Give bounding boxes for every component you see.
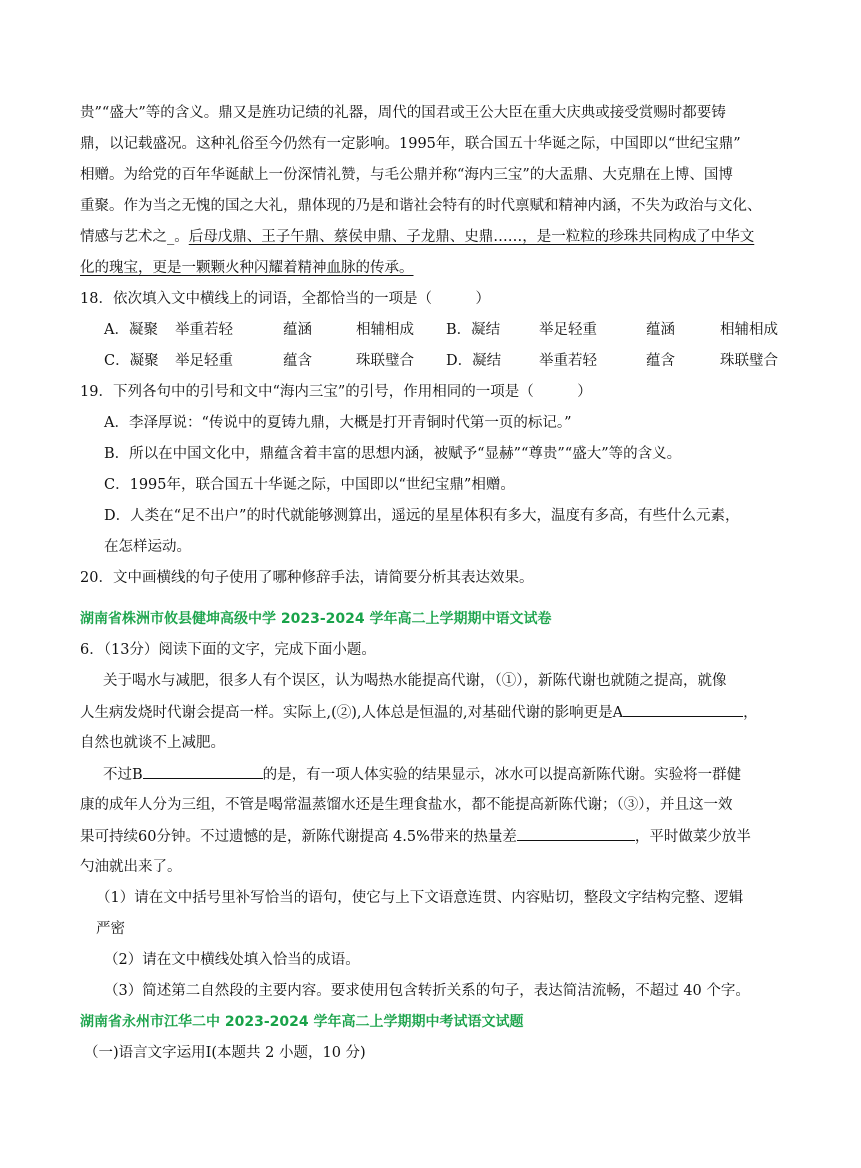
passage-line: 相赠。为给党的百年华诞献上一份深情礼赞，与毛公鼎并称“海内三宝”的大盂鼎、大克鼎在上博、国博	[80, 167, 733, 183]
passage-line: 重聚。作为当之无愧的国之大礼，鼎体现的乃是和谐社会特有的时代禀赋和精神内涵，不失为政治与文化、	[80, 198, 762, 214]
option-d: D．人类在“足不出户”的时代就能够测算出，遥远的星星体积有多大，温度有多高，有些什么元素，	[104, 508, 740, 524]
paragraph-line	[80, 826, 751, 847]
passage-line: 贵”“盛大”等的含义。鼎又是旌功记绩的礼器，周代的国君或王公大臣在重大庆典或接受赏赐时都要铸	[80, 105, 726, 121]
option-d-word2: 举重若轻	[539, 353, 597, 369]
option-c-word3: 蕴含	[283, 353, 312, 369]
sub-question-3: （3）简述第二自然段的主要内容。要求使用包含转折关系的句子，表达简洁流畅，不超过 40 个字。	[104, 983, 750, 999]
paragraph-line: 自然也就谈不上减肥。	[80, 735, 225, 751]
sub-question-1-cont: 严密	[96, 921, 125, 937]
option-b-word2: 举足轻重	[539, 322, 597, 338]
passage-text: 情感与艺术之	[80, 229, 167, 245]
question-18-stem: 18．依次填入文中横线上的词语，全都恰当的一项是（ ）	[80, 291, 490, 307]
underlined-sentence: 后母戊鼎、王子午鼎、蔡侯申鼎、子龙鼎、史鼎……，是一粒粒的珍珠共同构成了中华文	[188, 229, 755, 245]
sub-question-1: （1）请在文中括号里补写恰当的语句，使它与上下文语意连贯、内容贴切，整段文字结构完整、逻辑	[96, 890, 744, 906]
question-19-stem: 19．下列各句中的引号和文中“海内三宝”的引号，作用相同的一项是（ ）	[80, 384, 592, 400]
fill-blank-a	[623, 702, 743, 717]
paragraph-text: ，	[743, 705, 758, 721]
paragraph-text: 的是，有一项人体实验的结果显示，冰水可以提高新陈代谢。实验将一群健	[262, 767, 742, 783]
option-d-label: D．凝结	[446, 353, 502, 369]
option-c-word2: 举足轻重	[175, 353, 233, 369]
passage-line	[80, 227, 754, 247]
section-title: 湖南省株洲市攸县健坤高级中学 2023-2024 学年高二上学期期中语文试卷	[80, 611, 552, 627]
paragraph-line	[103, 764, 741, 785]
paragraph-line	[80, 702, 758, 723]
option-b-label: B．凝结	[446, 322, 501, 338]
option-d-cont: 在怎样运动。	[104, 539, 191, 555]
question-20: 20．文中画横线的句子使用了哪种修辞手法，请简要分析其表达效果。	[80, 570, 534, 586]
paragraph-text: 不过B	[103, 767, 143, 783]
paragraph-line: 关于喝水与减肥，很多人有个误区，认为喝热水能提高代谢，（①），新陈代谢也就随之提高，就像	[103, 673, 727, 689]
option-c: C．1995年，联合国五十华诞之际，中国即以“世纪宝鼎”相赠。	[104, 477, 515, 493]
option-d-word3: 蕴含	[646, 353, 675, 369]
section-title: 湖南省永州市江华二中 2023-2024 学年高二上学期期中考试语文试题	[80, 1014, 524, 1030]
option-b-word4: 相辅相成	[720, 322, 778, 338]
passage-line: 鼎，以记载盛况。这种礼俗至今仍然有一定影响。1995年，联合国五十华诞之际，中国即以“世纪宝鼎”	[80, 136, 741, 152]
option-a: A．李泽厚说：“传说中的夏铸九鼎，大概是打开青铜时代第一页的标记。”	[104, 415, 572, 431]
paragraph-text: 人生病发烧时代谢会提高一样。实际上,(②),人体总是恒温的,对基础代谢的影响更是A	[80, 705, 624, 721]
fill-blank-b	[143, 764, 263, 779]
paragraph-text: ，平时做菜少放半	[634, 829, 751, 845]
paragraph-text: 果可持续60分钟。不过遗憾的是，新陈代谢提高 4.5%带来的热量差	[80, 829, 517, 845]
paragraph-line: 勺油就出来了。	[80, 859, 182, 875]
fill-blank-c	[517, 826, 635, 841]
underlined-sentence: 化的瑰宝，更是一颗颗火种闪耀着精神血脉的传承。	[80, 260, 414, 276]
option-a-word4: 相辅相成	[356, 322, 414, 338]
option-a-word3: 蕴涵	[283, 322, 312, 338]
option-c-word4: 珠联璧合	[356, 353, 414, 369]
option-a-label: A．凝聚	[104, 322, 158, 338]
question-6-stem: 6．（13分）阅读下面的文字，完成下面小题。	[80, 642, 376, 658]
option-b-word3: 蕴涵	[646, 322, 675, 338]
blank-marker: _。	[167, 229, 189, 245]
option-c-label: C．凝聚	[104, 353, 159, 369]
sub-question-2: （2）请在文中横线处填入恰当的成语。	[104, 952, 360, 968]
option-b: B．所以在中国文化中，鼎蕴含着丰富的思想内涵，被赋予“显赫”“尊贵”“盛大”等的含义。	[104, 446, 682, 462]
option-d-word4: 珠联璧合	[720, 353, 778, 369]
paragraph-line: 康的成年人分为三组，不管是喝常温蒸馏水还是生理食盐水，都不能提高新陈代谢；（③），并且这一效	[80, 797, 733, 813]
section-subtitle: （一)语言文字运用Ⅰ(本题共 2 小题，10 分)	[84, 1045, 366, 1061]
option-a-word2: 举重若轻	[175, 322, 233, 338]
